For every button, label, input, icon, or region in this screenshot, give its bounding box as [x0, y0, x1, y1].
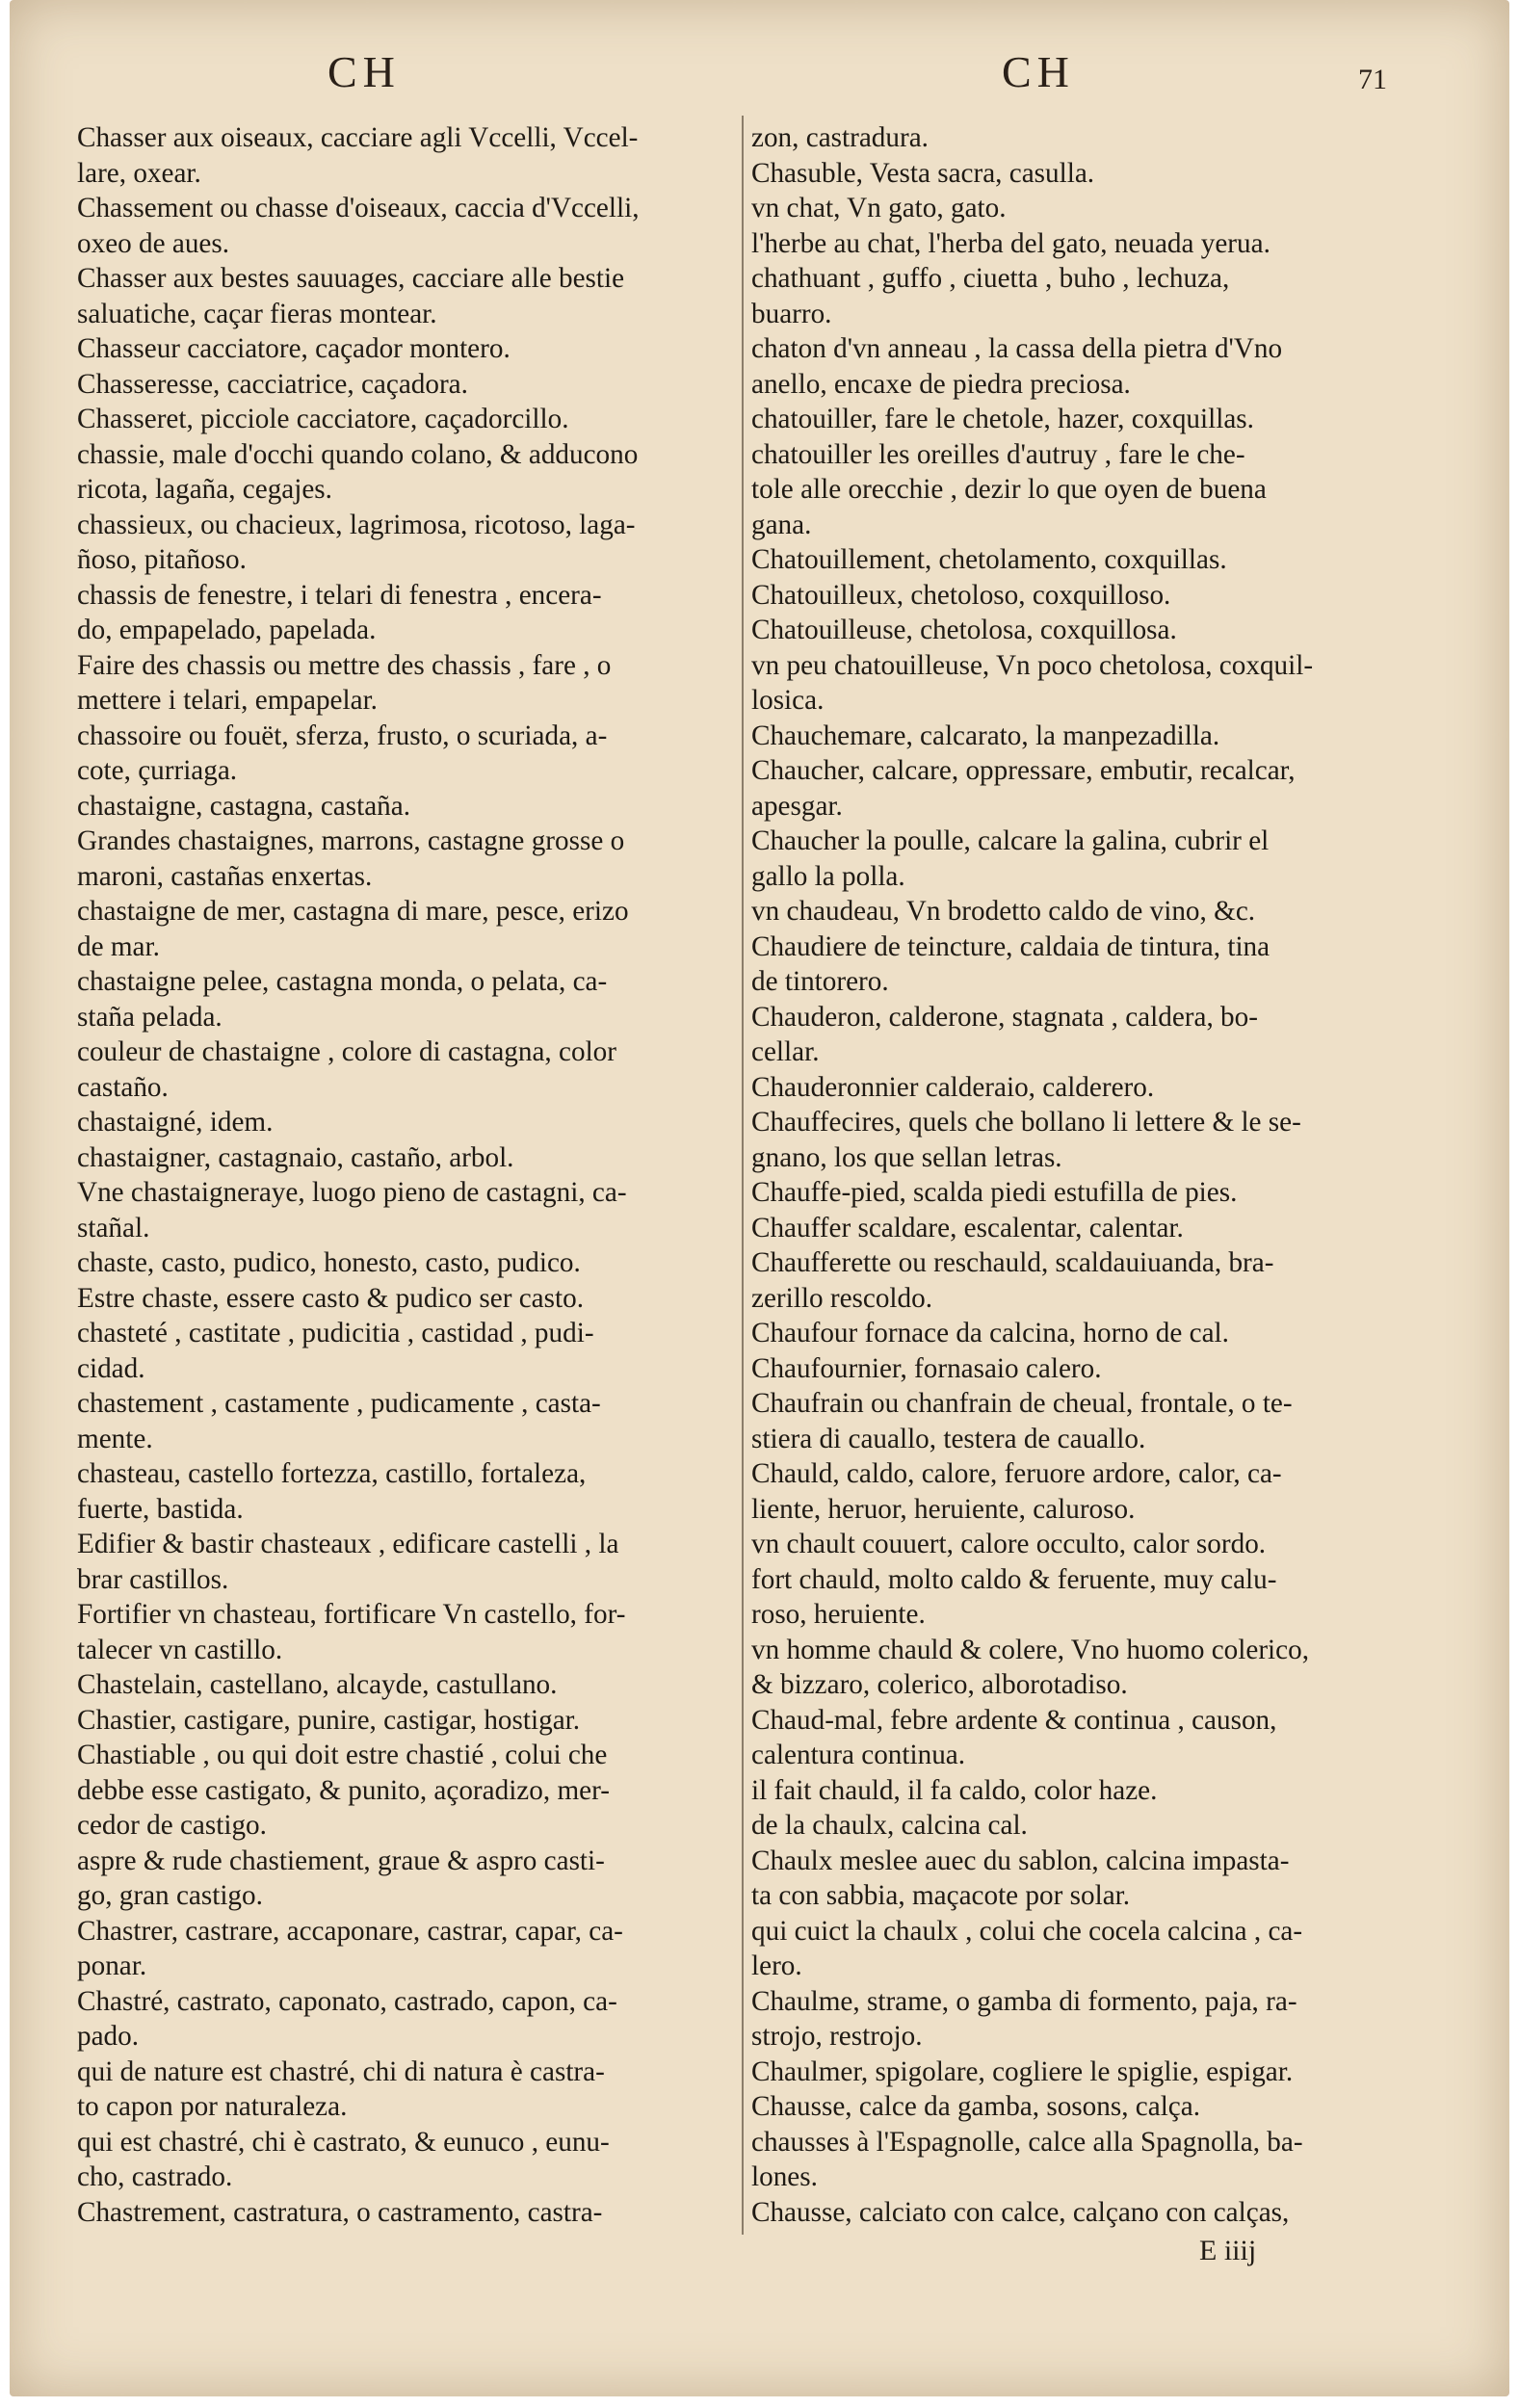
dictionary-line: Chaufferette ou reschauld, scaldauiuanda, bra- — [751, 1247, 1274, 1278]
dictionary-line: chassie, male d'occhi quando colano, & adducono — [77, 438, 639, 470]
dictionary-line: chausses à l'Espagnolle, calce alla Spagnolla, ba- — [751, 2126, 1303, 2158]
dictionary-line: couleur de chastaigne , colore di castagna, color — [77, 1036, 616, 1067]
dictionary-line: Chatouilleuse, chetolosa, coxquillosa. — [751, 615, 1177, 645]
dictionary-line: Chaucher la poulle, calcare la galina, cubrir el — [751, 825, 1270, 856]
dictionary-line: cellar. — [751, 1036, 820, 1067]
dictionary-line: Chauffer scaldare, escalentar, calentar. — [751, 1212, 1184, 1243]
dictionary-line: Fortifier vn chasteau, fortificare Vn castello, for- — [77, 1599, 626, 1630]
page-number: 71 — [1358, 64, 1387, 95]
dictionary-line: Chastier, castigare, punire, castigar, hostigar. — [77, 1704, 581, 1736]
dictionary-line: Chastré, castrato, caponato, castrado, capon, ca- — [77, 1985, 617, 2017]
dictionary-line: gallo la polla. — [751, 860, 905, 892]
book-page — [10, 0, 1509, 2396]
dictionary-line: ta con sabbia, maçacote por solar. — [751, 1880, 1131, 1911]
dictionary-line: ricota, lagaña, cegajes. — [77, 474, 332, 505]
dictionary-line: zon, castradura. — [751, 122, 929, 153]
dictionary-line: Chastrer, castrare, accaponare, castrar, capar, ca- — [77, 1915, 623, 1947]
dictionary-line: chastement , castamente , pudicamente , casta- — [77, 1388, 601, 1419]
dictionary-line: brar castillos. — [77, 1563, 229, 1595]
dictionary-line: chatouiller, fare le chetole, hazer, coxquillas. — [751, 404, 1254, 434]
dictionary-line: maroni, castañas enxertas. — [77, 860, 373, 892]
dictionary-line: chassis de fenestre, i telari di fenestra , encera- — [77, 579, 602, 611]
dictionary-line: buarro. — [751, 298, 832, 329]
dictionary-line: talecer vn castillo. — [77, 1634, 283, 1665]
dictionary-line: ñoso, pitañoso. — [77, 544, 247, 575]
dictionary-line: Chastrement, castratura, o castramento, castra- — [77, 2196, 603, 2228]
dictionary-line: Chaufour fornace da calcina, horno de cal. — [751, 1318, 1229, 1348]
dictionary-line: Chaufrain ou chanfrain de cheual, frontale, o te- — [751, 1388, 1293, 1419]
dictionary-line: fort chauld, molto caldo & feruente, muy calu- — [751, 1563, 1277, 1595]
signature-mark: E iiij — [1199, 2235, 1257, 2266]
dictionary-line: Chausse, calciato con calce, calçano con calças, — [751, 2196, 1290, 2228]
dictionary-line: do, empapelado, papelada. — [77, 615, 377, 645]
dictionary-line: calentura continua. — [751, 1740, 966, 1770]
dictionary-line: lare, oxear. — [77, 157, 201, 189]
dictionary-line: gana. — [751, 509, 812, 540]
dictionary-line: anello, encaxe de piedra preciosa. — [751, 368, 1131, 400]
dictionary-line: go, gran castigo. — [77, 1880, 263, 1911]
dictionary-line: zerillo rescoldo. — [751, 1282, 933, 1314]
dictionary-line: Chauderonnier calderaio, calderero. — [751, 1071, 1155, 1103]
dictionary-line: chastaigne de mer, castagna di mare, pesce, erizo — [77, 896, 629, 927]
dictionary-line: cedor de castigo. — [77, 1810, 267, 1841]
dictionary-line: vn chat, Vn gato, gato. — [751, 193, 1007, 223]
dictionary-line: mettere i telari, empapelar. — [77, 685, 378, 716]
dictionary-line: Chauchemare, calcarato, la manpezadilla. — [751, 720, 1220, 751]
left-column — [77, 120, 732, 2230]
dictionary-line: Chastelain, castellano, alcayde, castullano. — [77, 1669, 558, 1700]
dictionary-line: cidad. — [77, 1352, 145, 1384]
dictionary-line: chastaigne pelee, castagna monda, o pelata, ca- — [77, 966, 608, 997]
dictionary-line: chaste, casto, pudico, honesto, casto, pudico. — [77, 1247, 581, 1278]
dictionary-line: Edifier & bastir chasteaux , edificare castelli , la — [77, 1529, 619, 1559]
dictionary-line: Grandes chastaignes, marrons, castagne grosse o — [77, 825, 625, 856]
column-rule — [742, 116, 744, 2235]
dictionary-line: chasteté , castitate , pudicitia , castidad , pudi- — [77, 1318, 594, 1348]
dictionary-line: qui est chastré, chi è castrato, & eunuco , eunu- — [77, 2126, 610, 2158]
dictionary-line: aspre & rude chastiement, graue & aspro casti- — [77, 1845, 605, 1876]
dictionary-line: ponar. — [77, 1950, 147, 1981]
dictionary-line: qui de nature est chastré, chi di natura è castra- — [77, 2055, 605, 2087]
dictionary-line: gnano, los que sellan letras. — [751, 1141, 1062, 1173]
dictionary-line: Chaudiere de teincture, caldaia de tintura, tina — [751, 930, 1270, 962]
dictionary-line: Chauffe-pied, scalda piedi estufilla de pies. — [751, 1177, 1238, 1208]
dictionary-line: chatouiller les oreilles d'autruy , fare le che- — [751, 438, 1245, 470]
dictionary-line: Chatouillement, chetolamento, coxquillas. — [751, 544, 1227, 575]
dictionary-line: castaño. — [77, 1071, 169, 1103]
dictionary-line: to capon por naturaleza. — [77, 2091, 348, 2122]
dictionary-line: pado. — [77, 2021, 140, 2052]
dictionary-line: vn chaudeau, Vn brodetto caldo de vino, &c. — [751, 896, 1256, 927]
dictionary-line: stiera di cauallo, testera de cauallo. — [751, 1423, 1146, 1454]
dictionary-line: roso, heruiente. — [751, 1599, 926, 1630]
dictionary-line: chastaigner, castagnaio, castaño, arbol. — [77, 1141, 514, 1173]
dictionary-line: Chaufournier, fornasaio calero. — [751, 1352, 1102, 1384]
dictionary-line: Chaulx meslee auec du sablon, calcina impasta- — [751, 1845, 1290, 1876]
dictionary-line: Chaud-mal, febre ardente & continua , causon, — [751, 1704, 1277, 1736]
dictionary-line: Chausse, calce da gamba, sosons, calça. — [751, 2091, 1201, 2122]
dictionary-line: Chasseret, picciole cacciatore, caçadorcillo. — [77, 404, 569, 434]
dictionary-line: oxeo de aues. — [77, 227, 230, 259]
dictionary-line: Chatouilleux, chetoloso, coxquilloso. — [751, 579, 1171, 611]
dictionary-line: chathuant , guffo , ciuetta , buho , lechuza, — [751, 263, 1230, 294]
dictionary-line: Chaulmer, spigolare, cogliere le spiglie, espigar. — [751, 2055, 1294, 2087]
dictionary-line: liente, heruor, heruiente, caluroso. — [751, 1493, 1136, 1525]
dictionary-line: vn peu chatouilleuse, Vn poco chetolosa, coxquil- — [751, 649, 1314, 681]
dictionary-line: Chauffecires, quels che bollano li lettere & le se- — [751, 1107, 1301, 1138]
dictionary-line: mente. — [77, 1423, 153, 1454]
dictionary-line: Chasseur cacciatore, caçador montero. — [77, 333, 511, 364]
dictionary-line: chaton d'vn anneau , la cassa della pietra d'Vno — [751, 333, 1283, 364]
dictionary-line: Chauld, caldo, calore, feruore ardore, calor, ca- — [751, 1458, 1282, 1489]
dictionary-line: Chaulme, strame, o gamba di formento, paja, ra- — [751, 1985, 1297, 2017]
right-column — [751, 120, 1402, 2230]
dictionary-line: Chasser aux bestes sauuages, cacciare alle bestie — [77, 263, 625, 294]
dictionary-line: losica. — [751, 685, 825, 716]
dictionary-line: lones. — [751, 2161, 818, 2192]
dictionary-line: Chauderon, calderone, stagnata , caldera, bo- — [751, 1001, 1258, 1033]
dictionary-line: Vne chastaigneraye, luogo pieno de castagni, ca- — [77, 1177, 627, 1208]
dictionary-line: l'herbe au chat, l'herba del gato, neuada yerua. — [751, 227, 1270, 259]
dictionary-line: Estre chaste, essere casto & pudico ser casto. — [77, 1282, 584, 1314]
dictionary-line: qui cuict la chaulx , colui che cocela calcina , ca- — [751, 1915, 1303, 1947]
dictionary-line: de mar. — [77, 930, 160, 962]
dictionary-line: strojo, restrojo. — [751, 2021, 923, 2052]
dictionary-line: chassoire ou fouët, sferza, frusto, o scuriada, a- — [77, 720, 608, 751]
dictionary-line: Chaucher, calcare, oppressare, embutir, recalcar, — [751, 755, 1296, 786]
dictionary-line: Chasseresse, cacciatrice, caçadora. — [77, 368, 468, 400]
dictionary-line: & bizzaro, colerico, alborotadiso. — [751, 1669, 1128, 1700]
dictionary-line: apesgar. — [751, 790, 843, 822]
dictionary-line: Chassement ou chasse d'oiseaux, caccia d'Vccelli, — [77, 193, 640, 223]
dictionary-line: chasteau, castello fortezza, castillo, fortaleza, — [77, 1458, 587, 1489]
dictionary-line: Chastiable , ou qui doit estre chastié , colui che — [77, 1740, 608, 1770]
dictionary-line: staña pelada. — [77, 1001, 223, 1033]
dictionary-line: stañal. — [77, 1212, 150, 1243]
dictionary-line: cote, çurriaga. — [77, 755, 238, 786]
dictionary-line: tole alle orecchie , dezir lo que oyen de buena — [751, 474, 1267, 505]
dictionary-line: lero. — [751, 1950, 802, 1981]
dictionary-line: vn homme chauld & colere, Vno huomo colerico, — [751, 1634, 1310, 1665]
dictionary-line: Faire des chassis ou mettre des chassis , fare , o — [77, 649, 612, 681]
dictionary-line: de la chaulx, calcina cal. — [751, 1810, 1028, 1841]
dictionary-line: saluatiche, caçar fieras montear. — [77, 298, 437, 329]
dictionary-line: chastaigne, castagna, castaña. — [77, 790, 411, 822]
dictionary-line: il fait chauld, il fa caldo, color haze. — [751, 1774, 1158, 1806]
dictionary-line: de tintorero. — [751, 966, 889, 997]
dictionary-line: cho, castrado. — [77, 2161, 233, 2192]
running-head-left: CH — [327, 47, 401, 96]
dictionary-line: debbe esse castigato, & punito, açoradizo, mer- — [77, 1774, 610, 1806]
dictionary-line: vn chault couuert, calore occulto, calor sordo. — [751, 1529, 1267, 1559]
dictionary-line: chastaigné, idem. — [77, 1107, 274, 1138]
dictionary-line: Chasser aux oiseaux, cacciare agli Vccelli, Vccel- — [77, 122, 639, 153]
running-head-right: CH — [1002, 47, 1075, 96]
dictionary-line: Chasuble, Vesta sacra, casulla. — [751, 157, 1095, 189]
dictionary-line: fuerte, bastida. — [77, 1493, 244, 1525]
dictionary-line: chassieux, ou chacieux, lagrimosa, ricotoso, laga- — [77, 509, 636, 540]
